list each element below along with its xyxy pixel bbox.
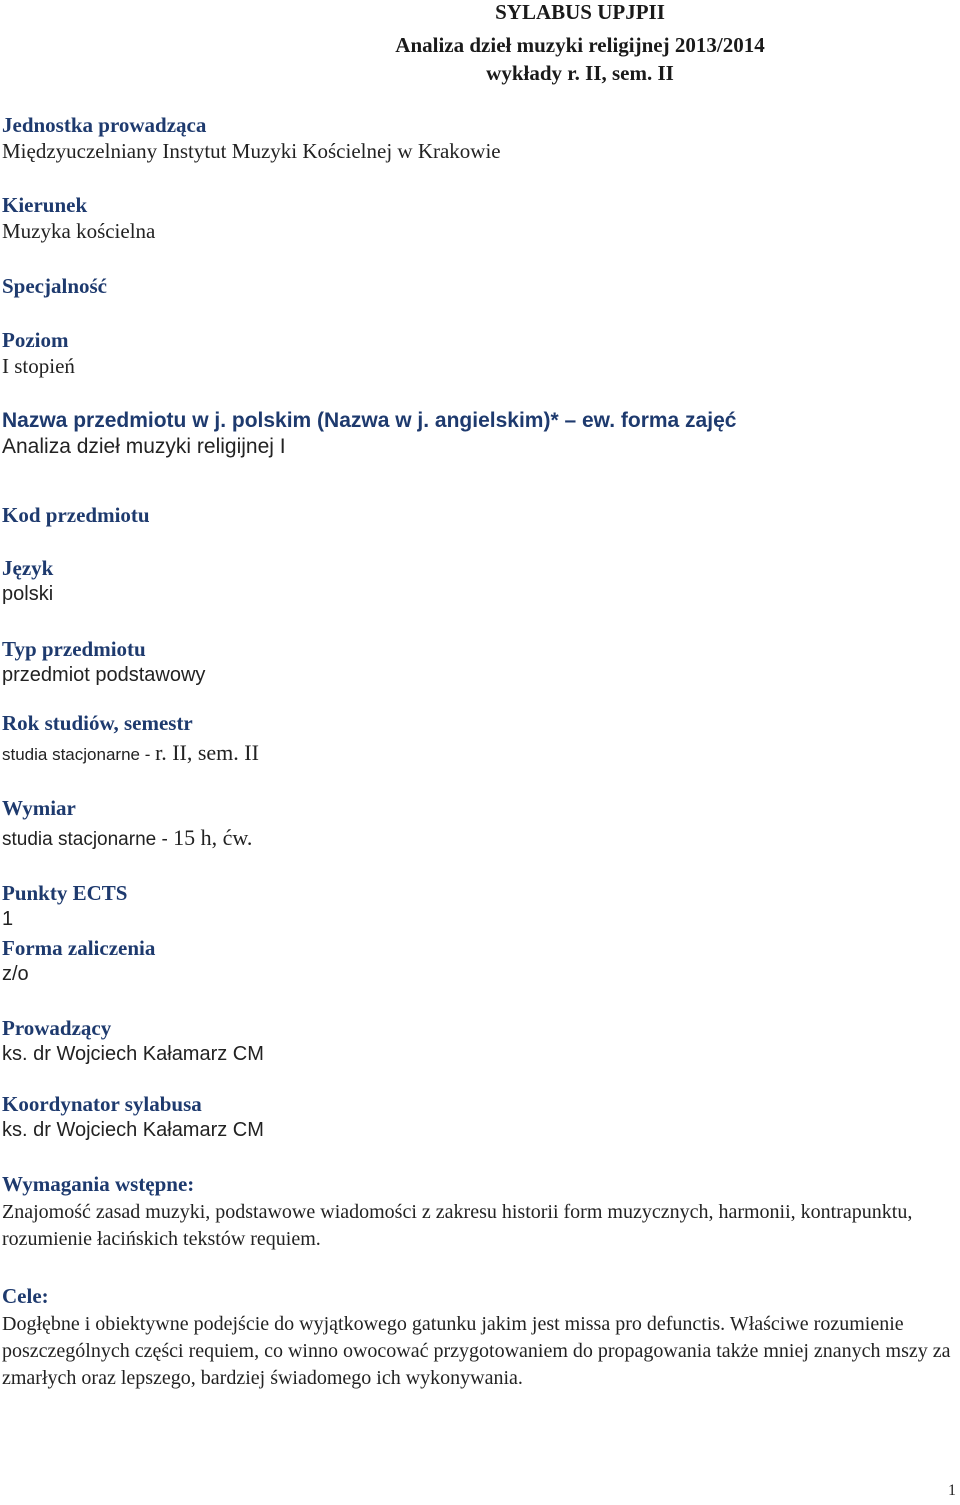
section-koordynator — [2, 1091, 952, 1143]
kierunek-value: Muzyka kościelna — [2, 219, 156, 243]
nazwa-label: Nazwa przedmiotu w j. polskim (Nazwa w j. angielskim)* – ew. forma zajęć — [2, 409, 737, 432]
section-jezyk — [2, 555, 952, 607]
header-lectures: wykłady r. II, sem. II — [486, 61, 674, 85]
wymiar-value-main: 15 h, ćw. — [173, 825, 253, 850]
jezyk-value: polski — [2, 583, 54, 605]
section-wymiar — [2, 795, 952, 853]
page-number: 1 — [948, 1482, 956, 1499]
wymiar-label: Wymiar — [2, 796, 76, 820]
section-typ — [2, 636, 952, 688]
forma-label: Forma zaliczenia — [2, 936, 156, 960]
section-specjalnosc — [2, 273, 952, 299]
wymiar-value-prefix: studia stacjonarne - — [2, 829, 174, 850]
section-prowadzacy — [2, 1015, 952, 1067]
nazwa-value: Analiza dzieł muzyki religijnej I — [2, 435, 286, 458]
ects-value: 1 — [2, 908, 14, 930]
ects-label: Punkty ECTS — [2, 881, 128, 905]
poziom-value: I stopień — [2, 354, 75, 378]
forma-value: z/o — [2, 963, 29, 985]
kod-label: Kod przedmiotu — [2, 503, 150, 527]
wymagania-value: Znajomość zasad muzyki, podstawowe wiadomości z zakresu historii form muzycznych, harmonii, kontrapunktu, rozumienie łacińskich tekstów requiem. — [2, 1201, 913, 1250]
section-ects — [2, 880, 952, 932]
section-kod — [2, 502, 952, 528]
cele-label: Cele: — [2, 1284, 49, 1308]
wymiar-value — [2, 825, 952, 853]
typ-label: Typ przedmiotu — [2, 637, 146, 661]
jednostka-label: Jednostka prowadząca — [2, 113, 207, 137]
koordynator-label: Koordynator sylabusa — [2, 1092, 202, 1116]
header-title: SYLABUS UPJPII — [495, 0, 665, 24]
section-forma — [2, 935, 952, 987]
rok-value-main: r. II, sem. II — [155, 740, 259, 765]
section-nazwa — [2, 408, 952, 460]
poziom-label: Poziom — [2, 328, 69, 352]
document-header — [200, 0, 960, 85]
specjalnosc-label: Specjalność — [2, 274, 107, 298]
rok-label: Rok studiów, semestr — [2, 711, 193, 735]
typ-value: przedmiot podstawowy — [2, 664, 206, 686]
koordynator-value: ks. dr Wojciech Kałamarz CM — [2, 1119, 264, 1141]
wymagania-label: Wymagania wstępne: — [2, 1172, 195, 1196]
kierunek-label: Kierunek — [2, 193, 88, 217]
header-course: Analiza dzieł muzyki religijnej 2013/2014 — [395, 33, 765, 57]
prowadzacy-value: ks. dr Wojciech Kałamarz CM — [2, 1043, 264, 1065]
rok-value-prefix: studia stacjonarne - — [2, 745, 156, 764]
section-wymagania — [2, 1171, 952, 1253]
cele-value: Dogłębne i obiektywne podejście do wyjątkowego gatunku jakim jest missa pro defunctis. Właściwe rozumienie poszczególnych części requiem, co winno owocować przygotowaniem do propagowania także mniej znanych mszy za zmarłych oraz lepszego, bardziej świadomego ich wykonywania. — [2, 1313, 951, 1389]
section-kierunek — [2, 192, 952, 244]
section-cele — [2, 1283, 952, 1392]
prowadzacy-label: Prowadzący — [2, 1016, 112, 1040]
section-poziom — [2, 327, 952, 379]
jednostka-value: Międzyuczelniany Instytut Muzyki Kościelnej w Krakowie — [2, 139, 501, 163]
section-rok — [2, 710, 952, 768]
rok-value — [2, 740, 952, 768]
jezyk-label: Język — [2, 556, 54, 580]
section-jednostka — [2, 112, 952, 164]
